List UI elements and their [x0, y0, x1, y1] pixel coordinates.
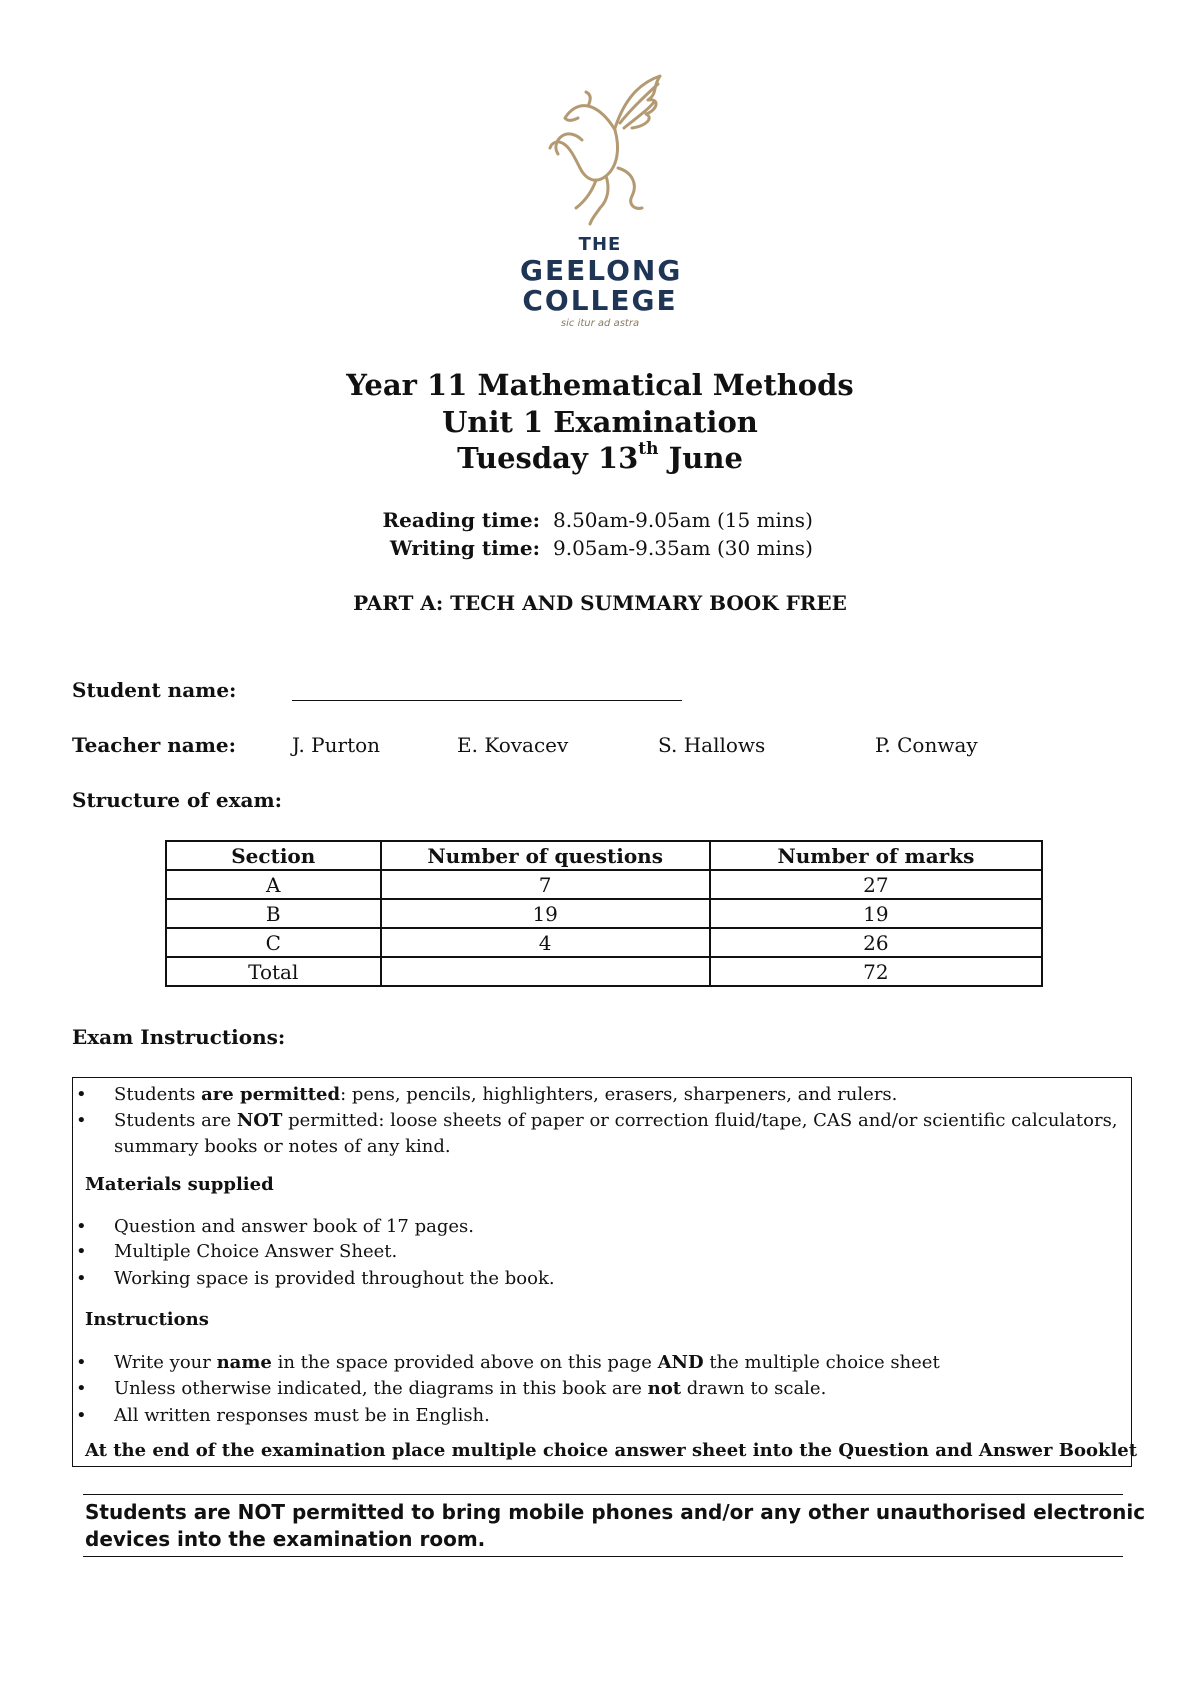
logo-motto: sic itur ad astra — [560, 318, 640, 329]
student-name-field[interactable] — [292, 700, 682, 701]
table-cell: C — [166, 928, 381, 957]
instructions-box — [72, 1077, 1138, 1467]
not-permitted-text — [114, 1110, 1118, 1131]
instruction-text — [114, 1352, 940, 1373]
teacher-option[interactable]: P. Conway — [875, 733, 978, 757]
text-run: the multiple choice sheet — [703, 1352, 940, 1373]
logo-text-college: COLLEGE — [522, 284, 678, 317]
not-permitted-continuation: summary books or notes of any kind. — [114, 1136, 451, 1157]
table-header: Number of questions — [381, 841, 710, 870]
text-run: Students — [114, 1084, 202, 1105]
teacher-name-label: Teacher name: — [72, 733, 236, 757]
teacher-option[interactable]: S. Hallows — [658, 733, 766, 757]
bullet: • — [76, 1268, 87, 1289]
reading-time-label: Reading time: — [382, 508, 540, 532]
teacher-option[interactable]: J. Purton — [292, 733, 381, 757]
warning-line-2: devices into the examination room. — [85, 1527, 486, 1551]
divider — [83, 1556, 1123, 1557]
permitted-text — [114, 1084, 897, 1105]
student-name-label: Student name: — [72, 678, 237, 702]
material-text: Question and answer book of 17 pages. — [114, 1216, 474, 1237]
instructions-heading: Instructions — [85, 1309, 209, 1330]
instruction-text — [114, 1378, 826, 1399]
bullet: • — [76, 1110, 87, 1131]
table-row — [166, 928, 1042, 957]
instruction-text: All written responses must be in English. — [114, 1405, 490, 1426]
exam-date-month: June — [658, 441, 743, 475]
exam-date — [0, 441, 1200, 475]
logo-text-geelong: GEELONG — [520, 254, 683, 287]
table-cell: 72 — [710, 957, 1042, 986]
text-run: in the space provided above on this page — [271, 1352, 658, 1373]
table-header: Number of marks — [710, 841, 1042, 870]
material-text: Multiple Choice Answer Sheet. — [114, 1241, 398, 1262]
exam-unit: Unit 1 Examination — [442, 405, 758, 439]
bullet: • — [76, 1405, 87, 1426]
text-run: permitted: loose sheets of paper or correction fluid/tape, CAS and/or scientific calculators, — [282, 1110, 1118, 1131]
table-cell: A — [166, 870, 381, 899]
text-run-bold: AND — [657, 1352, 704, 1373]
text-run-bold: are permitted — [201, 1084, 341, 1105]
divider — [83, 1494, 1123, 1495]
table-cell: B — [166, 899, 381, 928]
writing-time-label: Writing time: — [389, 536, 540, 560]
reading-time-value: 8.50am-9.05am (15 mins) — [553, 508, 813, 532]
text-run-bold: name — [216, 1352, 272, 1373]
table-header: Section — [166, 841, 381, 870]
table-cell: 19 — [710, 899, 1042, 928]
text-run: : pens, pencils, highlighters, erasers, sharpeners, and rulers. — [340, 1084, 898, 1105]
pegasus-icon — [520, 68, 680, 233]
table-cell: 7 — [381, 870, 710, 899]
college-logo — [520, 68, 683, 333]
bullet: • — [76, 1084, 87, 1105]
table-header-row — [166, 841, 1042, 870]
materials-heading: Materials supplied — [85, 1174, 274, 1195]
final-instruction: At the end of the examination place multiple choice answer sheet into the Question and Answer Booklet — [85, 1440, 1138, 1461]
table-row — [166, 957, 1042, 986]
exam-structure-table — [165, 840, 1043, 987]
bullet: • — [76, 1241, 87, 1262]
instructions-label: Exam Instructions: — [72, 1025, 286, 1049]
table-row — [166, 899, 1042, 928]
logo-text-the: THE — [578, 234, 622, 255]
table-cell: Total — [166, 957, 381, 986]
text-run-bold: NOT — [236, 1110, 283, 1131]
exam-date-suffix: th — [638, 439, 659, 459]
text-run: Unless otherwise indicated, the diagrams in this book are — [114, 1378, 648, 1399]
table-cell: 26 — [710, 928, 1042, 957]
structure-label: Structure of exam: — [72, 788, 282, 812]
table-cell: 19 — [381, 899, 710, 928]
table-cell: 4 — [381, 928, 710, 957]
exam-date-day: Tuesday 13 — [457, 441, 639, 475]
table-cell — [381, 957, 710, 986]
table-cell: 27 — [710, 870, 1042, 899]
exam-title: Year 11 Mathematical Methods — [346, 368, 854, 402]
text-run: Students are — [114, 1110, 237, 1131]
bullet: • — [76, 1378, 87, 1399]
text-run: Write your — [114, 1352, 217, 1373]
teacher-option[interactable]: E. Kovacev — [457, 733, 569, 757]
part-heading: PART A: TECH AND SUMMARY BOOK FREE — [353, 591, 847, 615]
bullet: • — [76, 1352, 87, 1373]
material-text: Working space is provided throughout the book. — [114, 1268, 555, 1289]
writing-time-value: 9.05am-9.35am (30 mins) — [553, 536, 813, 560]
warning-line-1: Students are NOT permitted to bring mobile phones and/or any other unauthorised electronic — [85, 1500, 1146, 1524]
text-run: drawn to scale. — [681, 1378, 827, 1399]
table-row — [166, 870, 1042, 899]
bullet: • — [76, 1216, 87, 1237]
text-run-bold: not — [647, 1378, 682, 1399]
